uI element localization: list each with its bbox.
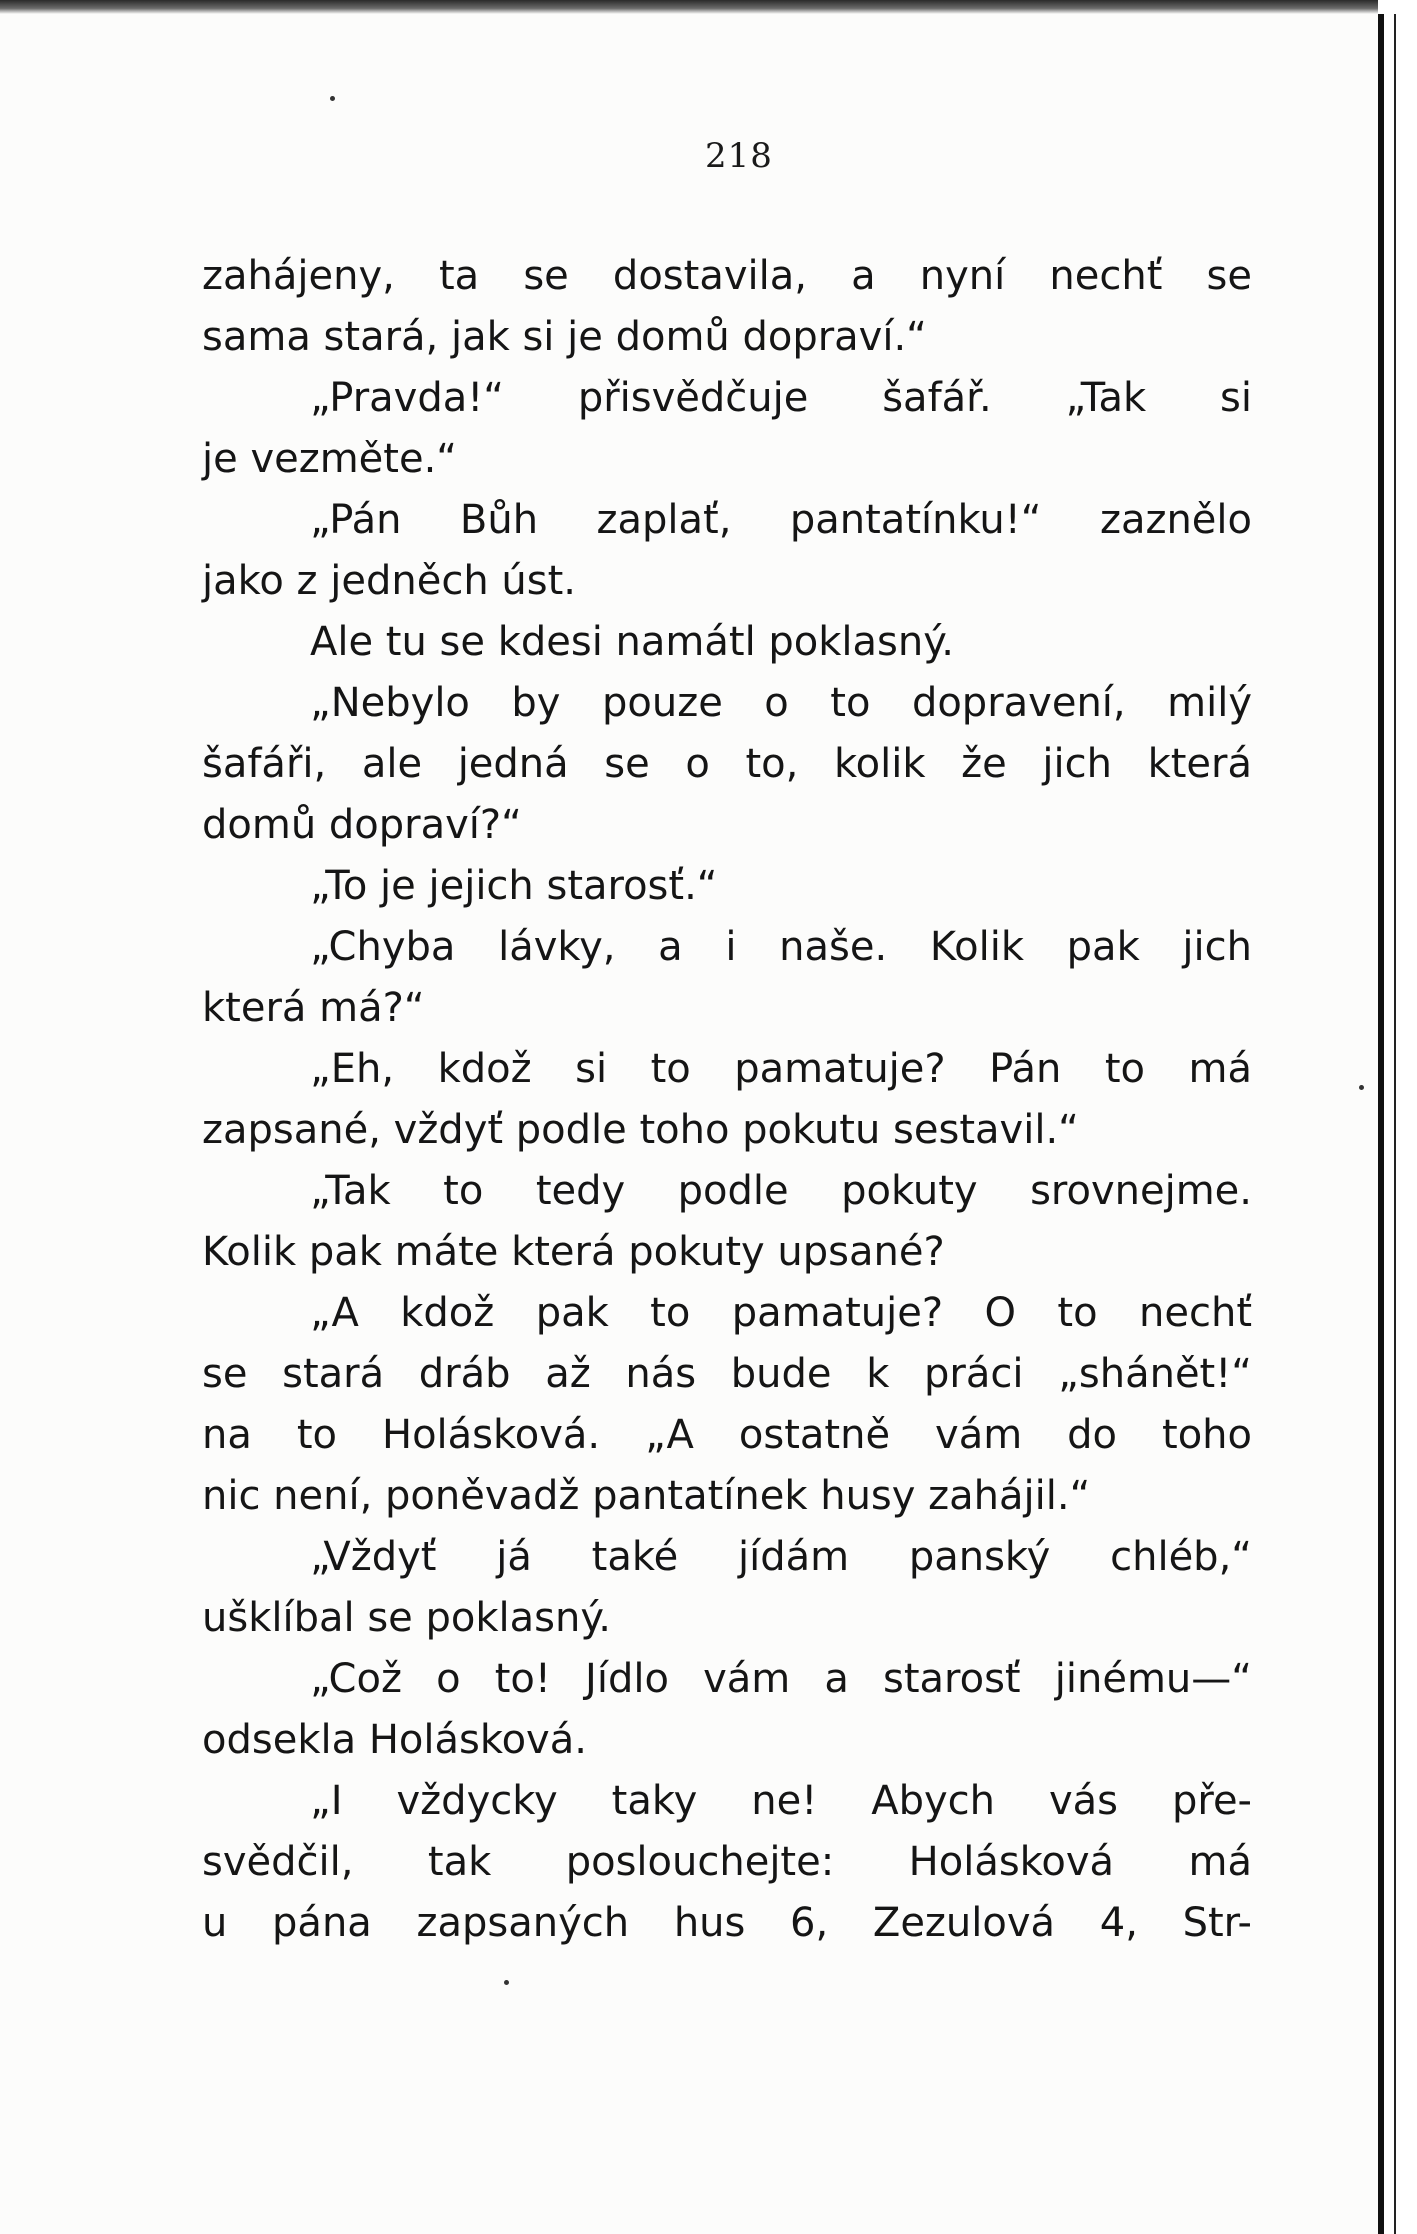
page-top-edge — [0, 0, 1417, 14]
text-line: „Pravda!“ přisvědčuje šafář. „Tak si — [310, 375, 1252, 421]
text-line: „Chyba lávky, a i naše. Kolik pak jich — [310, 924, 1252, 970]
text-line: na to Holásková. „A ostatně vám do toho — [202, 1412, 1252, 1458]
page-number: 218 — [705, 136, 773, 176]
text-line: domů dopraví?“ — [202, 802, 522, 848]
text-line: se stará dráb až nás bude k práci „shánět!“ — [202, 1351, 1252, 1397]
text-line: „I vždycky taky ne! Abych vás pře- — [310, 1778, 1252, 1824]
text-line: zahájeny, ta se dostavila, a nyní nechť se — [202, 253, 1252, 299]
text-line: „To je jejich starosť.“ — [310, 863, 718, 909]
text-line: Kolik pak máte která pokuty upsané? — [202, 1229, 945, 1275]
scan-speck — [330, 96, 335, 101]
scan-speck — [504, 1980, 509, 1985]
binding-edge-thin — [1394, 14, 1396, 2234]
text-line: šafáři, ale jedná se o to, kolik že jich která — [202, 741, 1252, 787]
text-line: u pána zapsaných hus 6, Zezulová 4, Str- — [202, 1900, 1252, 1946]
text-line: je vezměte.“ — [202, 436, 458, 482]
text-line: svědčil, tak poslouchejte: Holásková má — [202, 1839, 1252, 1885]
text-line: ušklíbal se poklasný. — [202, 1595, 612, 1641]
body-text — [202, 246, 1252, 1954]
text-line: jako z jedněch úst. — [202, 558, 576, 604]
scan-speck — [1359, 1085, 1364, 1090]
binding-edge-thick — [1378, 14, 1384, 2234]
text-line: „Nebylo by pouze o to dopravení, milý — [310, 680, 1252, 726]
text-line: Ale tu se kdesi namátl poklasný. — [310, 619, 954, 665]
text-line: odsekla Holásková. — [202, 1717, 587, 1763]
text-line: „Vždyť já také jídám panský chléb,“ — [310, 1534, 1252, 1580]
text-line: „Eh, kdož si to pamatuje? Pán to má — [310, 1046, 1252, 1092]
text-line: „Což o to! Jídlo vám a starosť jinému—“ — [310, 1656, 1252, 1702]
text-line: sama stará, jak si je domů dopraví.“ — [202, 314, 927, 360]
text-line: nic není, poněvadž pantatínek husy zahájil.“ — [202, 1473, 1091, 1519]
text-line: zapsané, vždyť podle toho pokutu sestavil.“ — [202, 1107, 1079, 1153]
text-line: „Tak to tedy podle pokuty srovnejme. — [310, 1168, 1252, 1214]
text-line: která má?“ — [202, 985, 425, 1031]
text-line: „A kdož pak to pamatuje? O to nechť — [310, 1290, 1252, 1336]
text-line: „Pán Bůh zaplať, pantatínku!“ zaznělo — [310, 497, 1252, 543]
